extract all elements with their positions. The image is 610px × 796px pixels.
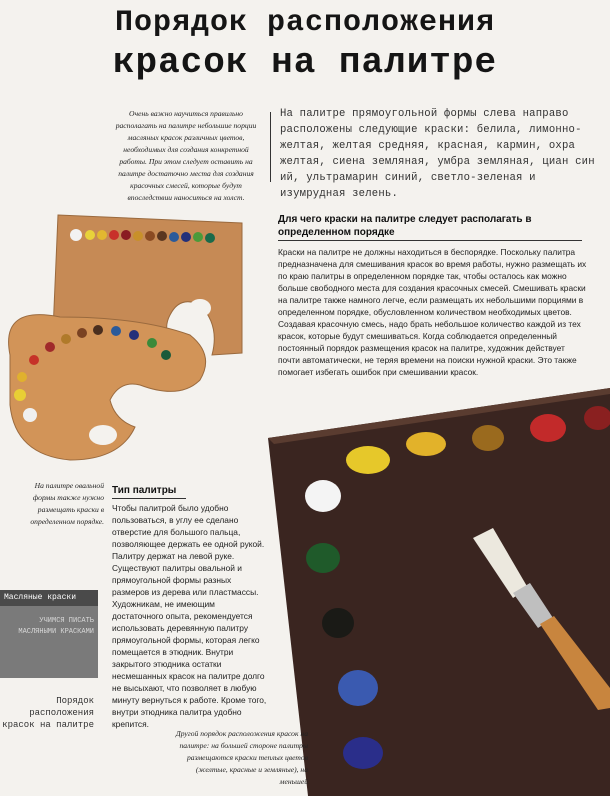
thumb-hole	[189, 299, 211, 317]
sidebar-label-bar	[0, 590, 98, 606]
section1-body: Краски на палитре не должны находиться в беспорядке. Поскольку палитра предназначена для смешивания красок во время работы, нужно размещать их по краю палитры в определенном порядке так, чтобы осталось как можно больше свободного места для создания красочных смесей. Смешивать краски на палитре также намного легче, если размещать их небольшими порциями в определенном порядке, обусловленном количеством необходимых цветов. Создавая красочную смесь, надо брать небольшое количество каждой из тех красок, которые будут смешиваться. Когда соблюдается определенный постоянный порядок размещения красок на палитре, художник действует почти автоматически, не теряя времени на поиски нужной краски. Это также помогает избегать ошибок при смешивании красок.	[278, 247, 587, 377]
oval-palette-caption: На палитре овальной формы также нужно размещать краски в определенном порядке.	[30, 481, 104, 526]
bottom-caption: Другой порядок расположения красок на палитре: на большей стороне палитры размещаются краски теплых цветов (желтые, красные и земляные), на меньшей	[175, 729, 308, 786]
section2-heading: Тип палитры	[112, 485, 177, 496]
sidebar-inner-text: УЧИМСЯ ПИСАТЬ МАСЛЯНЫМИ КРАСКАМИ	[18, 617, 94, 636]
dark-palette-photo	[268, 388, 610, 796]
palettes-illustration	[0, 205, 250, 475]
page-title-line1: Порядок расположения	[114, 6, 496, 40]
section1-heading: Для чего краски на палитре следует располагать в определенном порядке	[278, 214, 532, 238]
sidebar-box	[0, 606, 98, 678]
sidebar-label: Масляные краски	[4, 593, 77, 602]
page-title-line2: красок на палитре	[112, 42, 498, 83]
section2-rule	[112, 498, 186, 499]
section2-body: Чтобы палитрой было удобно пользоваться, в углу ее сделано отверстие для большого пальца, позволяющее держать ее одной рукой. Палитру держат на левой руке. Существуют палитры овальной и прямоугольной формы разных размеров из дерева или пластмассы. Художникам, не имеющим достаточного опыта, рекомендуется использовать деревянную палитру прямоугольной формы, которая легко помещается в этюдник. Внутри закрытого этюдника остатки несмешанных красок на палитре долго не высыхают, что позволяет в любую минуту вернуться к работе. Кроме того, внутри этюдника палитра удобно крепится.	[112, 503, 267, 729]
oval-thumb-hole	[89, 425, 117, 445]
vertical-divider	[270, 112, 271, 182]
intro-italic-text: Очень важно научиться правильно располагать на палитре небольшие порции масляных красок различных цветов, необходимых для создания конкретной работы. При этом следует оставить на палитре достаточно места для создания красочных смесей, которые будут впоследствии наноситься на холст.	[115, 109, 257, 202]
section1-rule	[278, 240, 582, 241]
intro-paragraph: На палитре прямоугольной формы слева направо расположены следующие краски: белила, лимонно-желтая, желтая средняя, красная, кармин, охра желтая, сиена земляная, умбра земляная, циан син ий, ультрамарин синий, светло-зеленая и изумрудная зелень.	[280, 108, 595, 200]
sidebar-bottom-text: Порядок расположения красок на палитре	[2, 696, 94, 730]
